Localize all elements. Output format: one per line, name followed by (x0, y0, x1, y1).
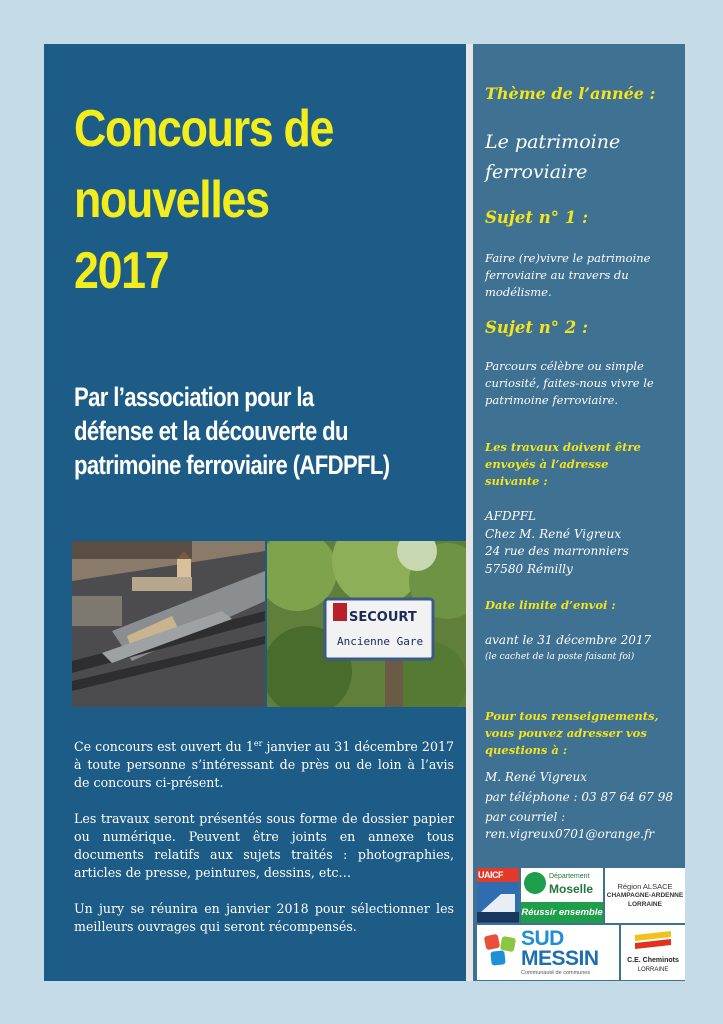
subtitle-line-3: patrimoine ferroviaire (AFDPFL) (74, 450, 390, 480)
title-line-2: nouvelles (74, 171, 269, 229)
body-paragraph-2: Les travaux seront présentés sous forme de dossier papier ou numérique. Peuvent être joints en annexe tous documents relatifs aux sujets traités : photographies, articles de presse, peintures, dessins, etc… (74, 811, 454, 881)
send-heading: Les travaux doivent être envoyés à l’adresse suivante : (485, 440, 641, 488)
subject-1-text: Faire (re)vivre le patrimoine ferroviaire au travers du modélisme. (485, 251, 651, 299)
page-title (74, 94, 401, 307)
sign-bottom-text: Ancienne Gare (337, 635, 424, 648)
postal-address: AFDPFL Chez M. René Vigreux 24 rue des marronniers 57580 Rémilly (485, 509, 629, 576)
sud-messin-emblem-icon (483, 933, 517, 967)
contact-email: ren.vigreux0701@orange.fr (485, 827, 655, 841)
sud-messin-logo: SUD MESSIN Communauté de communes (477, 925, 619, 980)
theme-heading: Thème de l’année : (485, 84, 656, 103)
theme-value: Le patrimoine ferroviaire (485, 131, 621, 183)
contact-mail-label: par courriel : (485, 810, 566, 824)
ce-cheminots-emblem-icon (635, 929, 671, 955)
contact-name: M. René Vigreux (485, 770, 588, 784)
ce-cheminots-logo: C.E. Cheminots LORRAINE (621, 925, 685, 980)
contact-details (485, 767, 673, 844)
subtitle (74, 380, 443, 482)
contact-phone: par téléphone : 03 87 64 67 98 (485, 790, 673, 804)
subtitle-line-2: défense et la découverte du (74, 416, 348, 446)
title-line-1: Concours de (74, 100, 334, 158)
deadline-note: (le cachet de la poste faisant foi) (485, 652, 635, 662)
subject-2-text: Parcours célèbre ou simple curiosité, faites-nous vivre le patrimoine ferroviaire. (485, 359, 654, 407)
sign-top-text: SECOURT (349, 610, 417, 625)
body-paragraph-1: Ce concours est ouvert du 1er janvier au 31 décembre 2017 à toute personne s’intéressant de près ou de loin à l’avis de concours ci-présent. (74, 739, 454, 791)
subject-2-heading: Sujet n° 2 : (485, 318, 589, 337)
body-text (74, 735, 454, 954)
region-logo: Région ALSACE CHAMPAGNE-ARDENNE LORRAINE (605, 868, 685, 923)
moselle-logo: Département Moselle Réussir ensemble (521, 868, 603, 923)
uaicf-logo: UAICF (477, 868, 519, 923)
info-heading: Pour tous renseignements, vous pouvez adresser vos questions à : (485, 709, 659, 757)
moselle-emblem-icon (524, 872, 546, 894)
subtitle-line-1: Par l’association pour la (74, 382, 314, 412)
model-railway-photo (72, 541, 265, 707)
body-paragraph-3: Un jury se réunira en janvier 2018 pour sélectionner les meilleurs ouvrages qui seront récompensés. (74, 901, 454, 935)
deadline-value: avant le 31 décembre 2017 (485, 633, 652, 647)
subject-1-heading: Sujet n° 1 : (485, 208, 589, 227)
deadline-heading: Date limite d’envoi : (485, 598, 616, 612)
title-line-3: 2017 (74, 242, 169, 300)
panel-divider (466, 44, 473, 981)
station-sign-photo (267, 541, 466, 707)
train-icon (477, 882, 519, 922)
